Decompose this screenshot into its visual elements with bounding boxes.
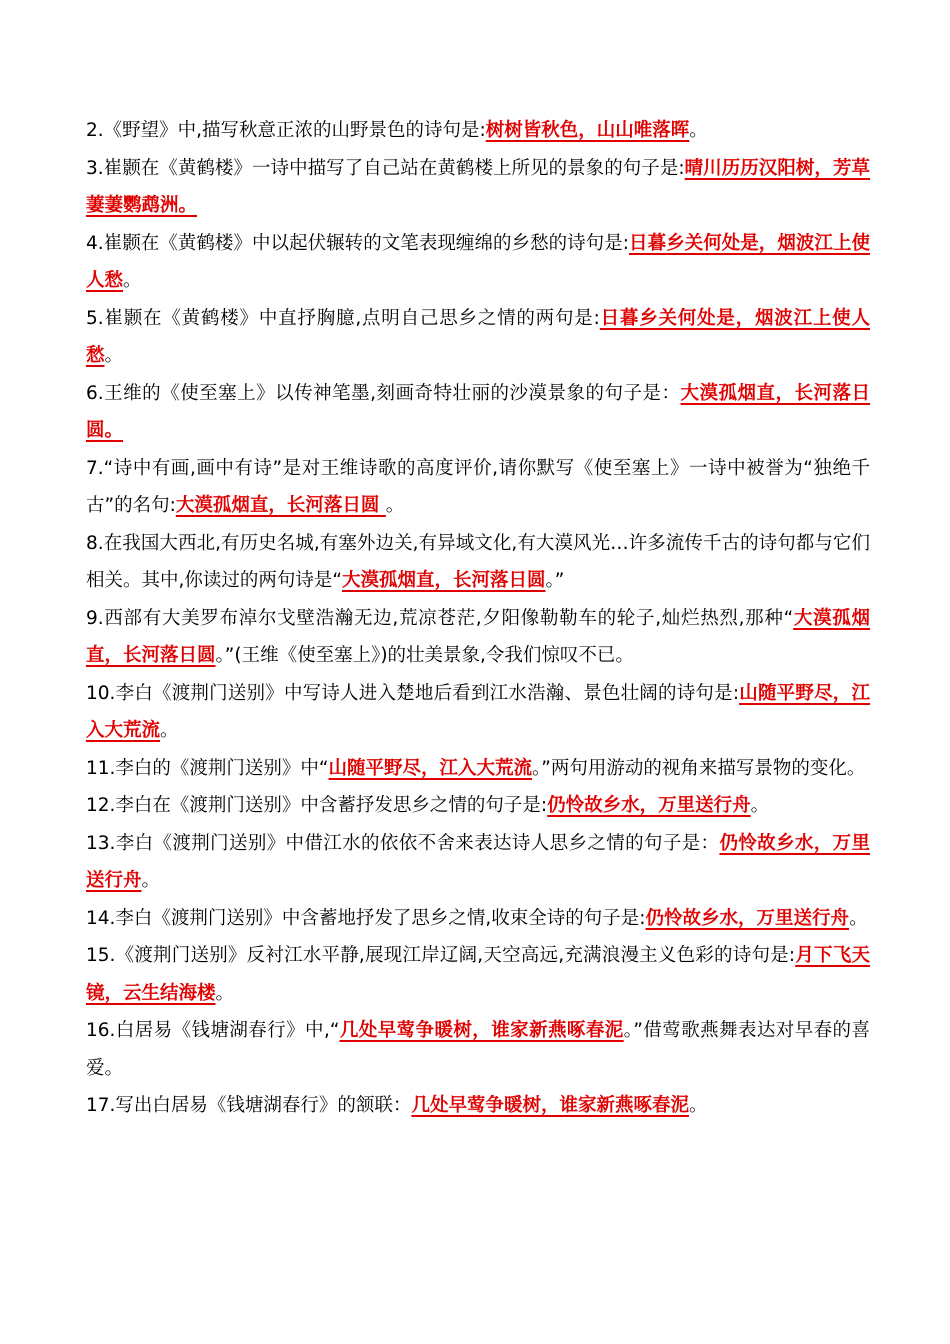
question-tail: 。 [215,982,235,1004]
question-text: 12.李白在《渡荆门送别》中含蓄抒发思乡之情的句子是: [86,795,548,816]
question-item [86,300,870,375]
answer-text: 山随平野尽，江入大荒流 [86,682,870,741]
question-tail: 。 [141,870,161,891]
answer-text: 仍怜故乡水，万里送行舟 [86,832,870,891]
question-item [86,525,870,600]
question-tail: 。 [688,1095,708,1116]
answer-text: 仍怜故乡水，万里送行舟 [645,907,850,929]
answer-text: 晴川历历汉阳树，芳草萋萋鹦鹉洲。 [86,157,870,216]
question-tail: 。 [849,907,868,929]
question-text: 8.在我国大西北,有历史名城,有塞外边关,有异域文化,有大漠风光…许多流传千古的诗句都与它们相关。其中,你读过的两句诗是“ [86,532,870,591]
answer-text: 月下飞天镜，云生结海楼 [86,945,870,1004]
question-item [86,825,870,900]
question-tail: 。 [750,795,770,816]
question-text: 2.《野望》中,描写秋意正浓的山野景色的诗句是: [86,120,486,141]
question-text: 11.李白的《渡荆门送别》中“ [86,757,329,779]
answer-text: 山随平野尽，江入大荒流 [328,757,533,779]
question-tail: 。” [545,570,565,591]
question-tail: 。 [689,120,708,141]
answer-text: 大漠孤烟直，长河落日圆 [86,607,870,666]
question-tail: 。 [104,345,124,366]
question-text: 4.崔颢在《黄鹤楼》中以起伏辗转的文笔表现缠绵的乡愁的诗句是: [86,232,629,254]
question-text: 15.《渡荆门送别》反衬江水平静,展现江岸辽阔,天空高远,充满浪漫主义色彩的诗句是: [86,945,796,966]
question-item [86,112,870,150]
question-text: 13.李白《渡荆门送别》中借江水的依依不舍来表达诗人思乡之情的句子是： [86,832,720,854]
question-text: 16.白居易《钱塘湖春行》中,“ [86,1020,340,1041]
answer-text: 几处早莺争暖树，谁家新燕啄春泥 [411,1095,689,1116]
question-tail: 。 [160,720,179,741]
question-text: 9.西部有大美罗布淖尔戈壁浩瀚无边,荒凉苍茫,夕阳像勒勒车的轮子,灿烂热烈,那种“ [86,607,794,629]
question-item [86,787,870,825]
question-text: 3.崔颢在《黄鹤楼》一诗中描写了自己站在黄鹤楼上所见的景象的句子是: [86,157,685,179]
answer-text: 几处早莺争暖树，谁家新燕啄春泥 [339,1020,624,1041]
question-text: 5.崔颢在《黄鹤楼》中直抒胸臆,点明自己思乡之情的两句是: [86,307,600,329]
question-item [86,675,870,750]
answer-text: 日暮乡关何处是，烟波江上使人愁 [86,232,870,291]
answer-text: 大漠孤烟直，长河落日圆 [341,570,546,591]
question-item [86,937,870,1012]
question-text: 17.写出白居易《钱塘湖春行》的颔联： [86,1095,412,1116]
answer-text: 大漠孤烟直，长河落日圆 [175,495,386,516]
answer-text: 大漠孤烟直，长河落日圆。 [86,382,870,441]
question-item [86,900,870,938]
question-item [86,600,870,675]
question-text: 7.“诗中有画,画中有诗”是对王维诗歌的高度评价,请你默写《使至塞上》一诗中被誉为“独绝千古”的名句: [86,457,870,516]
answer-text: 日暮乡关何处是，烟波江上使人愁 [86,307,870,366]
question-tail: 。”(王维《使至塞上》)的壮美景象,令我们惊叹不已。 [215,645,634,666]
question-tail: 。”借莺歌燕舞表达对早春的喜爱。 [86,1020,870,1079]
question-tail: 。 [385,495,405,516]
question-text: 14.李白《渡荆门送别》中含蓄地抒发了思乡之情,收束全诗的句子是: [86,907,646,929]
question-text: 10.李白《渡荆门送别》中写诗人进入楚地后看到江水浩瀚、景色壮阔的诗句是: [86,682,740,704]
question-item [86,750,870,788]
question-item [86,225,870,300]
question-tail: 。”两句用游动的视角来描写景物的变化。 [532,757,866,779]
question-text: 6.王维的《使至塞上》以传神笔墨,刻画奇特壮丽的沙漠景象的句子是： [86,382,681,404]
question-item [86,375,870,450]
question-item [86,1087,870,1125]
question-item [86,150,870,225]
question-item [86,450,870,525]
question-tail: 。 [123,270,142,291]
question-item [86,1012,870,1087]
answer-text: 仍怜故乡水，万里送行舟 [547,795,751,816]
answer-text: 树树皆秋色，山山唯落晖 [485,120,690,141]
document-body [86,112,870,1125]
